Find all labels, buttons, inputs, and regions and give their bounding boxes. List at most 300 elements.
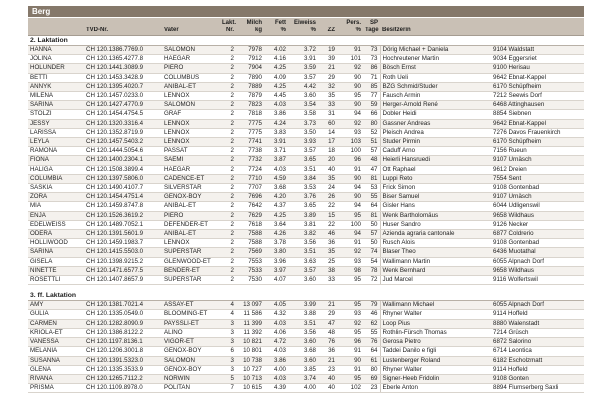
milk-kg: 7889 bbox=[236, 82, 264, 91]
cow-name: GULIA bbox=[28, 310, 84, 319]
sp-days: 23 bbox=[363, 384, 380, 393]
sire: ASSAY-ET bbox=[162, 301, 220, 310]
col-fett: Fett bbox=[264, 18, 288, 27]
fat-percent: 4.03 bbox=[264, 374, 288, 383]
col-tvd-label: TVD-Nr. bbox=[84, 27, 162, 35]
table-row bbox=[28, 248, 584, 257]
lactation-number: 2 bbox=[220, 276, 236, 285]
table-row bbox=[28, 319, 584, 328]
zz-value: 46 bbox=[318, 230, 337, 239]
lactation-number: 2 bbox=[220, 119, 236, 128]
table-row bbox=[28, 101, 584, 110]
zz-value: 23 bbox=[318, 365, 337, 374]
fat-percent: 4.16 bbox=[264, 55, 288, 64]
protein-percent: 3.53 bbox=[288, 184, 318, 193]
milk-kg: 7738 bbox=[236, 147, 264, 156]
table-row bbox=[28, 128, 584, 137]
zz-value: 35 bbox=[318, 92, 337, 101]
fat-percent: 4.07 bbox=[264, 276, 288, 285]
cow-name: GISELA bbox=[28, 257, 84, 266]
zz-value: 29 bbox=[318, 73, 337, 82]
fat-percent: 4.25 bbox=[264, 211, 288, 220]
sire: PAYSSLI-ET bbox=[162, 319, 220, 328]
milk-kg: 7707 bbox=[236, 184, 264, 193]
cow-name: LARISSA bbox=[28, 128, 84, 137]
sp-days: 86 bbox=[363, 64, 380, 73]
milk-kg: 11 392 bbox=[236, 328, 264, 337]
table-row bbox=[28, 110, 584, 119]
table-row bbox=[28, 266, 584, 275]
zz-value: 47 bbox=[318, 319, 337, 328]
persistence-percent: 95 bbox=[337, 301, 363, 310]
sire: NORWIN bbox=[162, 374, 220, 383]
table-row bbox=[28, 147, 584, 156]
protein-percent: 3.84 bbox=[288, 174, 318, 183]
zz-value: 36 bbox=[318, 347, 337, 356]
lactation-number: 3 bbox=[220, 319, 236, 328]
fat-percent: 4.72 bbox=[264, 338, 288, 347]
zz-value: 40 bbox=[318, 374, 337, 383]
milk-kg: 7553 bbox=[236, 257, 264, 266]
lactation-number: 3 bbox=[220, 356, 236, 365]
owner-name: Rhyner Walter bbox=[380, 365, 491, 374]
persistence-percent: 94 bbox=[337, 230, 363, 239]
fat-percent: 4.45 bbox=[264, 92, 288, 101]
zz-value: 32 bbox=[318, 82, 337, 91]
sp-days: 59 bbox=[363, 101, 380, 110]
protein-percent: 3.73 bbox=[288, 119, 318, 128]
owner-name: Huser Sandro bbox=[380, 220, 491, 229]
protein-percent: 3.68 bbox=[288, 347, 318, 356]
table-row bbox=[28, 276, 584, 285]
table-row bbox=[28, 156, 584, 165]
table-row bbox=[28, 301, 584, 310]
zz-value: 14 bbox=[318, 128, 337, 137]
sp-days: 79 bbox=[363, 301, 380, 310]
sire: SILVERSTAR bbox=[162, 184, 220, 193]
protein-percent: 3.60 bbox=[288, 356, 318, 365]
sp-days: 77 bbox=[363, 92, 380, 101]
cow-name: ZORA bbox=[28, 193, 84, 202]
col-name bbox=[28, 18, 84, 27]
owner-location: 8894 Flumserberg Saxli bbox=[491, 384, 584, 393]
fat-percent: 4.26 bbox=[264, 230, 288, 239]
zz-value: 24 bbox=[318, 184, 337, 193]
milk-kg: 7978 bbox=[236, 46, 264, 55]
cow-name: ODERA bbox=[28, 230, 84, 239]
zz-value: 22 bbox=[318, 220, 337, 229]
zz-value: 76 bbox=[318, 338, 337, 347]
fat-percent: 4.03 bbox=[264, 319, 288, 328]
protein-percent: 3.54 bbox=[288, 101, 318, 110]
table-row bbox=[28, 138, 584, 147]
lactation-number: 2 bbox=[220, 46, 236, 55]
fat-percent: 4.03 bbox=[264, 347, 288, 356]
owner-location: 6170 Schüpfheim bbox=[491, 82, 584, 91]
tvd-number: CH 120.1471.6577.5 bbox=[84, 266, 162, 275]
fat-percent: 4.02 bbox=[264, 46, 288, 55]
milk-kg: 7696 bbox=[236, 193, 264, 202]
owner-location: 6436 Muotathal bbox=[491, 248, 584, 257]
col-milch-unit: kg bbox=[236, 27, 264, 35]
results-table bbox=[28, 18, 584, 393]
sire: SUPERSTAR bbox=[162, 248, 220, 257]
zz-value: 21 bbox=[318, 64, 337, 73]
milk-kg: 7530 bbox=[236, 276, 264, 285]
sp-days: 73 bbox=[363, 55, 380, 64]
fat-percent: 3.86 bbox=[264, 110, 288, 119]
sp-days: 66 bbox=[363, 110, 380, 119]
owner-location: 6877 Coldrerio bbox=[491, 230, 584, 239]
tvd-number: CH 120.1427.4770.9 bbox=[84, 101, 162, 110]
section-header bbox=[28, 35, 584, 46]
owner-name: Hochreutener Martin bbox=[380, 55, 491, 64]
tvd-number: CH 120.1391.5601.9 bbox=[84, 230, 162, 239]
cow-name: HANNA bbox=[28, 46, 84, 55]
col-milch: Milch bbox=[236, 18, 264, 27]
tvd-number: CH 120.1206.3001.8 bbox=[84, 347, 162, 356]
sire: SALOMON bbox=[162, 356, 220, 365]
fat-percent: 4.25 bbox=[264, 64, 288, 73]
table-row bbox=[28, 328, 584, 337]
cow-name: ENJA bbox=[28, 211, 84, 220]
lactation-number: 2 bbox=[220, 193, 236, 202]
cow-name: MELANIA bbox=[28, 347, 84, 356]
sp-days: 74 bbox=[363, 248, 380, 257]
sire: ALINO bbox=[162, 328, 220, 337]
col-ort bbox=[491, 18, 584, 27]
milk-kg: 7741 bbox=[236, 138, 264, 147]
protein-percent: 3.65 bbox=[288, 202, 318, 211]
sp-days: 69 bbox=[363, 374, 380, 383]
milk-kg: 7890 bbox=[236, 73, 264, 82]
persistence-percent: 90 bbox=[337, 82, 363, 91]
tvd-number: CH 120.1381.7021.4 bbox=[84, 301, 162, 310]
owner-location: 6714 Leontica bbox=[491, 347, 584, 356]
sire: SAEMI bbox=[162, 156, 220, 165]
owner-name: Eberle Anton bbox=[380, 384, 491, 393]
sp-days: 57 bbox=[363, 147, 380, 156]
owner-location: 8880 Walenstadt bbox=[491, 319, 584, 328]
persistence-percent: 92 bbox=[337, 319, 363, 328]
tvd-number: CH 120.1395.4020.7 bbox=[84, 82, 162, 91]
zz-value: 18 bbox=[318, 147, 337, 156]
tvd-number: CH 120.1320.3316.4 bbox=[84, 119, 162, 128]
owner-location: 9104 Waldstatt bbox=[491, 46, 584, 55]
sire: DEFENDER-ET bbox=[162, 220, 220, 229]
milk-kg: 10 615 bbox=[236, 384, 264, 393]
persistence-percent: 101 bbox=[337, 55, 363, 64]
col-sp: SP bbox=[363, 18, 380, 27]
milk-kg: 7732 bbox=[236, 156, 264, 165]
milk-kg: 10 713 bbox=[236, 374, 264, 383]
owner-name: Bösch Ernst bbox=[380, 64, 491, 73]
tvd-number: CH 120.1109.8978.0 bbox=[84, 384, 162, 393]
sire: GLENWOOD-ET bbox=[162, 257, 220, 266]
protein-percent: 3.72 bbox=[288, 46, 318, 55]
owner-name: Lustenberger Roland bbox=[380, 356, 491, 365]
fat-percent: 4.25 bbox=[264, 82, 288, 91]
zz-value: 20 bbox=[318, 156, 337, 165]
fat-percent: 3.96 bbox=[264, 257, 288, 266]
owner-location: 9126 Necker bbox=[491, 220, 584, 229]
lactation-number: 2 bbox=[220, 64, 236, 73]
milk-kg: 11 586 bbox=[236, 310, 264, 319]
owner-name: Signer-Heeb Fridolin bbox=[380, 374, 491, 383]
zz-value: 60 bbox=[318, 119, 337, 128]
zz-value: 15 bbox=[318, 211, 337, 220]
lactation-number: 2 bbox=[220, 55, 236, 64]
owner-location: 7276 Davos Frauenkirch bbox=[491, 128, 584, 137]
milk-kg: 7818 bbox=[236, 110, 264, 119]
col-pers-unit: % bbox=[337, 27, 363, 35]
owner-name: Taddei Danilo e figli bbox=[380, 347, 491, 356]
persistence-percent: 92 bbox=[337, 119, 363, 128]
sire: LENNOX bbox=[162, 239, 220, 248]
owner-location: 6468 Attinghausen bbox=[491, 101, 584, 110]
tvd-number: CH 120.1386.8122.2 bbox=[84, 328, 162, 337]
fat-percent: 4.24 bbox=[264, 119, 288, 128]
fat-percent: 3.87 bbox=[264, 156, 288, 165]
col-besitzer bbox=[380, 18, 491, 27]
persistence-percent: 93 bbox=[337, 310, 363, 319]
table-row bbox=[28, 55, 584, 64]
sp-days: 80 bbox=[363, 365, 380, 374]
sp-days: 73 bbox=[363, 46, 380, 55]
milk-kg: 11 399 bbox=[236, 319, 264, 328]
owner-name: Azienda agraria cantonale bbox=[380, 230, 491, 239]
persistence-percent: 98 bbox=[337, 266, 363, 275]
cow-name: SARINA bbox=[28, 101, 84, 110]
col-vater bbox=[162, 18, 220, 27]
persistence-percent: 95 bbox=[337, 328, 363, 337]
sp-days: 57 bbox=[363, 230, 380, 239]
table-row bbox=[28, 347, 584, 356]
table-row bbox=[28, 46, 584, 55]
lactation-number: 2 bbox=[220, 211, 236, 220]
sp-days: 50 bbox=[363, 220, 380, 229]
tvd-number: CH 120.1397.5806.0 bbox=[84, 174, 162, 183]
lactation-number: 2 bbox=[220, 202, 236, 211]
zz-value: 21 bbox=[318, 356, 337, 365]
sp-days: 81 bbox=[363, 174, 380, 183]
protein-percent: 3.56 bbox=[288, 328, 318, 337]
col-tvd bbox=[84, 18, 162, 27]
milk-kg: 10 738 bbox=[236, 356, 264, 365]
protein-percent: 3.99 bbox=[288, 301, 318, 310]
persistence-percent: 95 bbox=[337, 374, 363, 383]
tvd-number: CH 120.1459.8747.8 bbox=[84, 202, 162, 211]
sp-days: 78 bbox=[363, 266, 380, 275]
sp-days: 46 bbox=[363, 310, 380, 319]
cow-name: CARMEN bbox=[28, 319, 84, 328]
owner-name: Ott Raphael bbox=[380, 165, 491, 174]
col-fett-unit: % bbox=[264, 27, 288, 35]
milk-kg: 7629 bbox=[236, 211, 264, 220]
sire: PASSAT bbox=[162, 147, 220, 156]
cow-name: KRIOLA-ET bbox=[28, 328, 84, 337]
fat-percent: 3.91 bbox=[264, 138, 288, 147]
sire: GENOX-BOY bbox=[162, 365, 220, 374]
lactation-number: 2 bbox=[220, 230, 236, 239]
fat-percent: 4.59 bbox=[264, 174, 288, 183]
sire: BLOOMING-ET bbox=[162, 310, 220, 319]
milk-kg: 10 727 bbox=[236, 365, 264, 374]
protein-percent: 3.58 bbox=[288, 110, 318, 119]
zz-value: 25 bbox=[318, 257, 337, 266]
zz-value: 38 bbox=[318, 266, 337, 275]
persistence-percent: 90 bbox=[337, 101, 363, 110]
fat-percent: 3.78 bbox=[264, 239, 288, 248]
zz-value: 40 bbox=[318, 384, 337, 393]
col-eiweiss: Eiweiss bbox=[288, 18, 318, 27]
sp-days: 85 bbox=[363, 82, 380, 91]
persistence-percent: 94 bbox=[337, 202, 363, 211]
milk-kg: 7533 bbox=[236, 266, 264, 275]
milk-kg: 7823 bbox=[236, 101, 264, 110]
cow-name: LEYLA bbox=[28, 138, 84, 147]
owner-location: 9108 Gonten bbox=[491, 374, 584, 383]
owner-name: Pleisch Andrea bbox=[380, 128, 491, 137]
col-pers: Pers. bbox=[337, 18, 363, 27]
tvd-number: CH 120.1508.3899.4 bbox=[84, 165, 162, 174]
table-row bbox=[28, 239, 584, 248]
owner-name: Rhyner Walter bbox=[380, 310, 491, 319]
sire: LENNOX bbox=[162, 92, 220, 101]
protein-percent: 4.00 bbox=[288, 384, 318, 393]
owner-name: Herger-Arnold René bbox=[380, 101, 491, 110]
protein-percent: 3.60 bbox=[288, 276, 318, 285]
sire: HAEGAR bbox=[162, 165, 220, 174]
col-eiweiss-unit: % bbox=[288, 27, 318, 35]
lactation-number: 2 bbox=[220, 147, 236, 156]
protein-percent: 3.51 bbox=[288, 165, 318, 174]
protein-percent: 3.56 bbox=[288, 239, 318, 248]
cow-name: RIVANA bbox=[28, 374, 84, 383]
owner-location: 6872 Salorino bbox=[491, 338, 584, 347]
table-row bbox=[28, 338, 584, 347]
col-zz-label: ZZ bbox=[318, 27, 337, 35]
zz-value: 33 bbox=[318, 101, 337, 110]
zz-value: 33 bbox=[318, 276, 337, 285]
protein-percent: 3.82 bbox=[288, 230, 318, 239]
sp-days: 51 bbox=[363, 138, 380, 147]
fat-percent: 4.06 bbox=[264, 328, 288, 337]
milk-kg: 13 097 bbox=[236, 301, 264, 310]
tvd-number: CH 120.1489.7052.1 bbox=[84, 220, 162, 229]
cow-name: SARINA bbox=[28, 248, 84, 257]
sire: LENNOX bbox=[162, 128, 220, 137]
zz-value: 48 bbox=[318, 328, 337, 337]
tvd-number: CH 120.1490.4107.7 bbox=[84, 184, 162, 193]
sp-days: 76 bbox=[363, 338, 380, 347]
lactation-number: 2 bbox=[220, 165, 236, 174]
fat-percent: 3.68 bbox=[264, 184, 288, 193]
owner-location: 9108 Gontenbad bbox=[491, 184, 584, 193]
sire: GENOX-BOY bbox=[162, 193, 220, 202]
owner-name: Wallimann Michael bbox=[380, 301, 491, 310]
table-row bbox=[28, 82, 584, 91]
milk-kg: 7775 bbox=[236, 119, 264, 128]
lactation-number: 2 bbox=[220, 184, 236, 193]
owner-location: 7214 Grüsch bbox=[491, 328, 584, 337]
zz-value: 36 bbox=[318, 239, 337, 248]
owner-location: 9114 Hoffeld bbox=[491, 310, 584, 319]
milk-kg: 7724 bbox=[236, 165, 264, 174]
sire: PIERO bbox=[162, 64, 220, 73]
protein-percent: 3.57 bbox=[288, 147, 318, 156]
owner-location: 7156 Rueun bbox=[491, 147, 584, 156]
protein-percent: 3.93 bbox=[288, 138, 318, 147]
tvd-number: CH 120.1459.1983.7 bbox=[84, 239, 162, 248]
sire: ANIBAL-ET bbox=[162, 230, 220, 239]
milk-kg: 10 821 bbox=[236, 338, 264, 347]
tvd-number: CH 120.1282.8090.9 bbox=[84, 319, 162, 328]
table-row bbox=[28, 193, 584, 202]
sire: GENOX-BOY bbox=[162, 347, 220, 356]
cow-name: JOLINA bbox=[28, 55, 84, 64]
tvd-number: CH 120.1441.3089.9 bbox=[84, 64, 162, 73]
owner-location: 9107 Urnäsch bbox=[491, 156, 584, 165]
sp-days: 55 bbox=[363, 193, 380, 202]
zz-value: 40 bbox=[318, 165, 337, 174]
table-row bbox=[28, 220, 584, 229]
cow-name: STOLZI bbox=[28, 110, 84, 119]
region-title: Berg bbox=[28, 6, 584, 17]
table-row bbox=[28, 64, 584, 73]
col-besitzer-label: Besitzerin bbox=[380, 27, 491, 35]
cow-name: COLUMBIA bbox=[28, 174, 84, 183]
owner-name: Jud Marcel bbox=[380, 276, 491, 285]
owner-name: BZG Schmid/Studer bbox=[380, 82, 491, 91]
tvd-number: CH 120.1197.8136.1 bbox=[84, 338, 162, 347]
persistence-percent: 90 bbox=[337, 174, 363, 183]
sire: COLUMBUS bbox=[162, 73, 220, 82]
sp-days: 48 bbox=[363, 156, 380, 165]
owner-name: Loop Pius bbox=[380, 319, 491, 328]
cow-name: NINETTE bbox=[28, 266, 84, 275]
table-row bbox=[28, 119, 584, 128]
table-row bbox=[28, 356, 584, 365]
persistence-percent: 91 bbox=[337, 46, 363, 55]
owner-name: Studer Pirmin bbox=[380, 138, 491, 147]
col-sp-unit: Tage bbox=[365, 27, 379, 33]
sire: BENDER-ET bbox=[162, 266, 220, 275]
tvd-number: CH 120.1454.4751.4 bbox=[84, 193, 162, 202]
owner-location: 9114 Hoffeld bbox=[491, 365, 584, 374]
persistence-percent: 92 bbox=[337, 64, 363, 73]
sp-days: 47 bbox=[363, 165, 380, 174]
table-header-row-1 bbox=[28, 18, 584, 27]
persistence-percent: 102 bbox=[337, 384, 363, 393]
persistence-percent: 100 bbox=[337, 220, 363, 229]
lactation-number: 2 bbox=[220, 110, 236, 119]
tvd-number: CH 120.1365.4277.8 bbox=[84, 55, 162, 64]
zz-value: 31 bbox=[318, 110, 337, 119]
section-header bbox=[28, 291, 584, 301]
section-title: 2. Laktation bbox=[28, 35, 584, 46]
table-row bbox=[28, 310, 584, 319]
owner-name: Dörig Michael + Daniela bbox=[380, 46, 491, 55]
protein-percent: 3.51 bbox=[288, 248, 318, 257]
owner-name: Gisler Hans bbox=[380, 202, 491, 211]
milk-kg: 7912 bbox=[236, 55, 264, 64]
sire: SALOMON bbox=[162, 101, 220, 110]
fat-percent: 4.03 bbox=[264, 165, 288, 174]
milk-kg: 10 801 bbox=[236, 347, 264, 356]
owner-location: 9116 Wolfertswil bbox=[491, 276, 584, 285]
owner-location: 9034 Eggersriet bbox=[491, 55, 584, 64]
